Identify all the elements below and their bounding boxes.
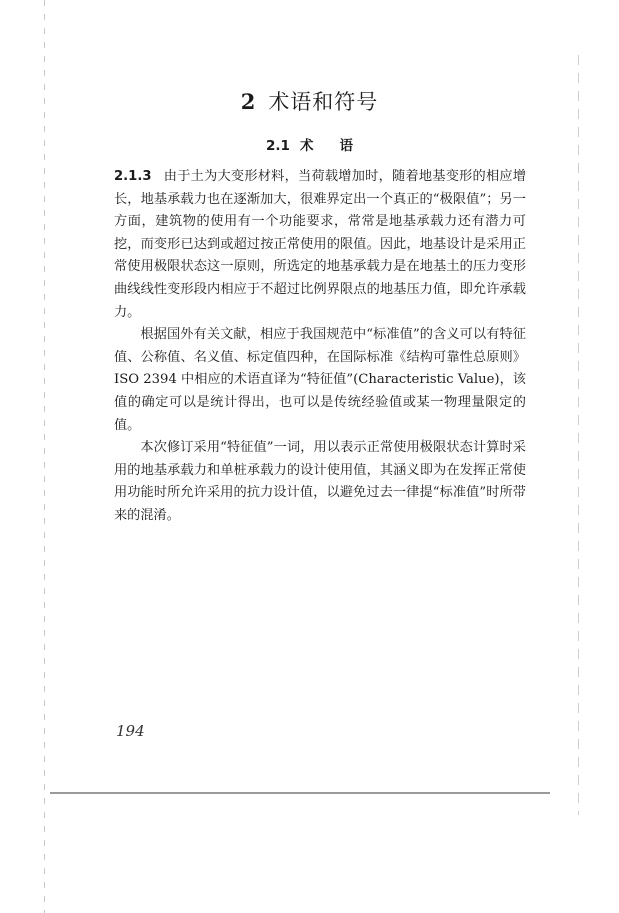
section-number: 2.1 xyxy=(266,138,290,154)
page-bottom-edge-line xyxy=(50,792,550,794)
page-number: 194 xyxy=(116,722,145,740)
chapter-number: 2 xyxy=(240,89,257,114)
chapter-heading xyxy=(0,86,619,116)
clause-number: 2.1.3 xyxy=(114,169,152,184)
section-title-word-1: 术 xyxy=(299,138,314,154)
section-heading xyxy=(0,134,619,154)
paragraph-1 xyxy=(114,166,526,324)
chapter-title: 术语和符号 xyxy=(268,90,379,114)
paragraph-1-text: 由于土为大变形材料，当荷载增加时，随着地基变形的相应增长，地基承载力也在逐渐加大，很难界定出一个真正的“极限值”；另一方面，建筑物的使用有一个功能要求，常常是地基承载力还有潜力可挖，而变形已达到或超过按正常使用的限值。因此，地基设计是采用正常使用极限状态这一原则，所选定的地基承载力是在地基土的压力变形曲线线性变形段内相应于不超过比例界限点的地基压力值，即允许承载力。 xyxy=(114,169,526,320)
clause-body xyxy=(114,166,526,528)
paragraph-2: 根据国外有关文献，相应于我国规范中“标准值”的含义可以有特征值、公称值、名义值、标定值四种，在国际标准《结构可靠性总原则》ISO 2394 中相应的术语直译为“特征值”(Characteristic Value)，该值的确定可以是统计得出，也可以是传统经验值或某一物理量限定的值。 xyxy=(114,327,526,433)
section-title-word-2: 语 xyxy=(339,138,353,154)
scan-margin-mark-right xyxy=(578,55,579,815)
paragraph-3: 本次修订采用“特征值”一词，用以表示正常使用极限状态计算时采用的地基承载力和单桩承载力的设计使用值，其涵义即为在发挥正常使用功能时所允许采用的抗力设计值，以避免过去一律提“标准值”时所带来的混淆。 xyxy=(114,440,526,523)
